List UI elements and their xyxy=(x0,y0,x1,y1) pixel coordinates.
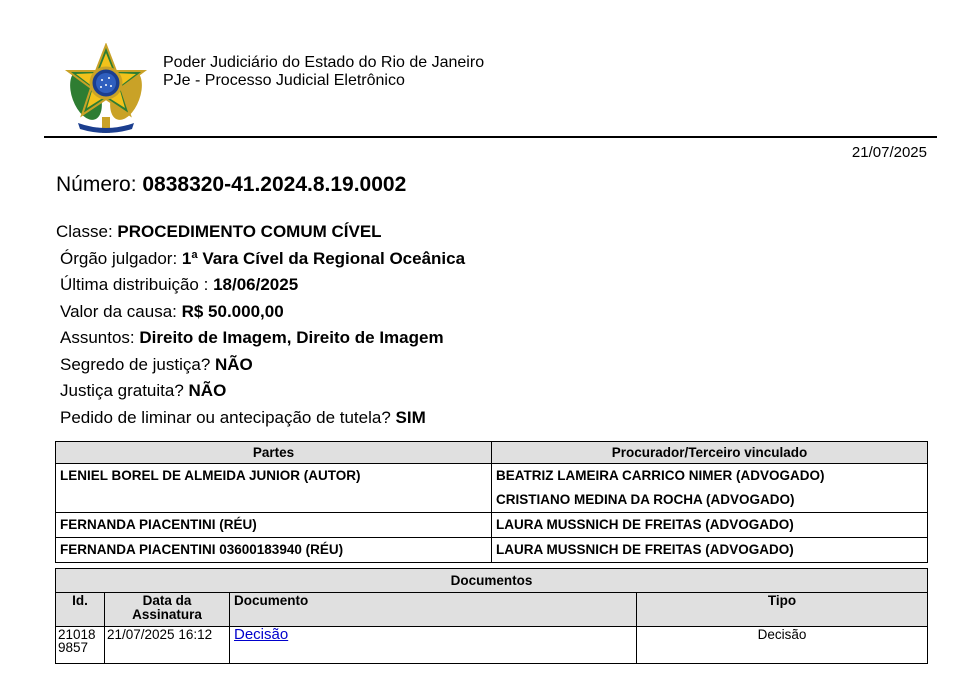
party-name: FERNANDA PIACENTINI 03600183940 (RÉU) xyxy=(56,538,492,563)
process-number-value: 0838320-41.2024.8.19.0002 xyxy=(142,173,407,196)
doc-date: 21/07/2025 16:12 xyxy=(105,627,230,664)
col-documento: Documento xyxy=(230,593,637,627)
party-lawyers xyxy=(492,513,928,538)
info-segredo xyxy=(56,352,465,379)
info-orgao xyxy=(56,246,465,273)
doc-link[interactable]: Decisão xyxy=(234,626,289,643)
header-divider xyxy=(44,136,937,138)
info-label: Justiça gratuita? xyxy=(60,381,189,400)
col-id: Id. xyxy=(56,593,105,627)
info-classe xyxy=(56,219,465,246)
info-value: NÃO xyxy=(215,354,253,374)
info-label: Segredo de justiça? xyxy=(60,354,215,374)
info-liminar xyxy=(56,405,465,432)
party-lawyers xyxy=(492,538,928,563)
process-number-label: Número: xyxy=(56,173,143,196)
doc-id: 210189857 xyxy=(56,627,105,664)
info-value: 1ª Vara Cível da Regional Oceânica xyxy=(181,248,466,268)
info-value: R$ 50.000,00 xyxy=(181,301,284,321)
info-value: PROCEDIMENTO COMUM CÍVEL xyxy=(117,222,382,241)
lawyer-name: CRISTIANO MEDINA DA ROCHA (ADVOGADO) xyxy=(496,492,795,507)
info-value: Direito de Imagem, Direito de Imagem xyxy=(139,328,444,347)
info-assuntos xyxy=(56,325,465,352)
process-number xyxy=(56,173,406,197)
lawyer-name: BEATRIZ LAMEIRA CARRICO NIMER (ADVOGADO) xyxy=(496,468,825,483)
process-info xyxy=(56,219,465,431)
info-label: Valor da causa: xyxy=(60,301,182,321)
party-lawyers xyxy=(492,464,928,513)
info-value: SIM xyxy=(395,407,426,427)
col-partes: Partes xyxy=(56,442,492,464)
parties-table xyxy=(55,441,928,563)
info-gratuita xyxy=(56,378,465,405)
col-data: Data da Assinatura xyxy=(105,593,230,627)
court-line-2: PJe - Processo Judicial Eletrônico xyxy=(163,72,405,89)
info-label: Última distribuição : xyxy=(60,275,214,294)
brazil-coat-of-arms-icon xyxy=(64,43,148,135)
info-value: NÃO xyxy=(188,381,227,400)
court-name xyxy=(163,54,484,90)
document-header xyxy=(0,0,977,138)
doc-name-cell xyxy=(230,627,637,664)
info-distribuicao xyxy=(56,272,465,299)
table-row xyxy=(56,538,928,563)
info-valor xyxy=(56,299,465,326)
documents-title: Documentos xyxy=(56,569,928,593)
report-date: 21/07/2025 xyxy=(851,144,927,161)
col-tipo: Tipo xyxy=(637,593,928,627)
table-row xyxy=(56,464,928,513)
lawyer-name: LAURA MUSSNICH DE FREITAS (ADVOGADO) xyxy=(496,517,794,532)
party-name: FERNANDA PIACENTINI (RÉU) xyxy=(56,513,492,538)
info-label: Pedido de liminar ou antecipação de tutela? xyxy=(60,407,396,427)
info-value: 18/06/2025 xyxy=(213,275,299,294)
info-label: Órgão julgador: xyxy=(60,248,182,268)
party-name: LENIEL BOREL DE ALMEIDA JUNIOR (AUTOR) xyxy=(56,464,492,513)
table-row xyxy=(56,627,928,664)
court-line-1: Poder Judiciário do Estado do Rio de Janeiro xyxy=(163,54,485,71)
info-label: Classe: xyxy=(56,222,118,241)
info-label: Assuntos: xyxy=(60,328,140,347)
table-row xyxy=(56,513,928,538)
col-procurador: Procurador/Terceiro vinculado xyxy=(492,442,928,464)
doc-type: Decisão xyxy=(637,627,928,664)
documents-table xyxy=(55,568,928,664)
lawyer-name: LAURA MUSSNICH DE FREITAS (ADVOGADO) xyxy=(496,542,794,557)
